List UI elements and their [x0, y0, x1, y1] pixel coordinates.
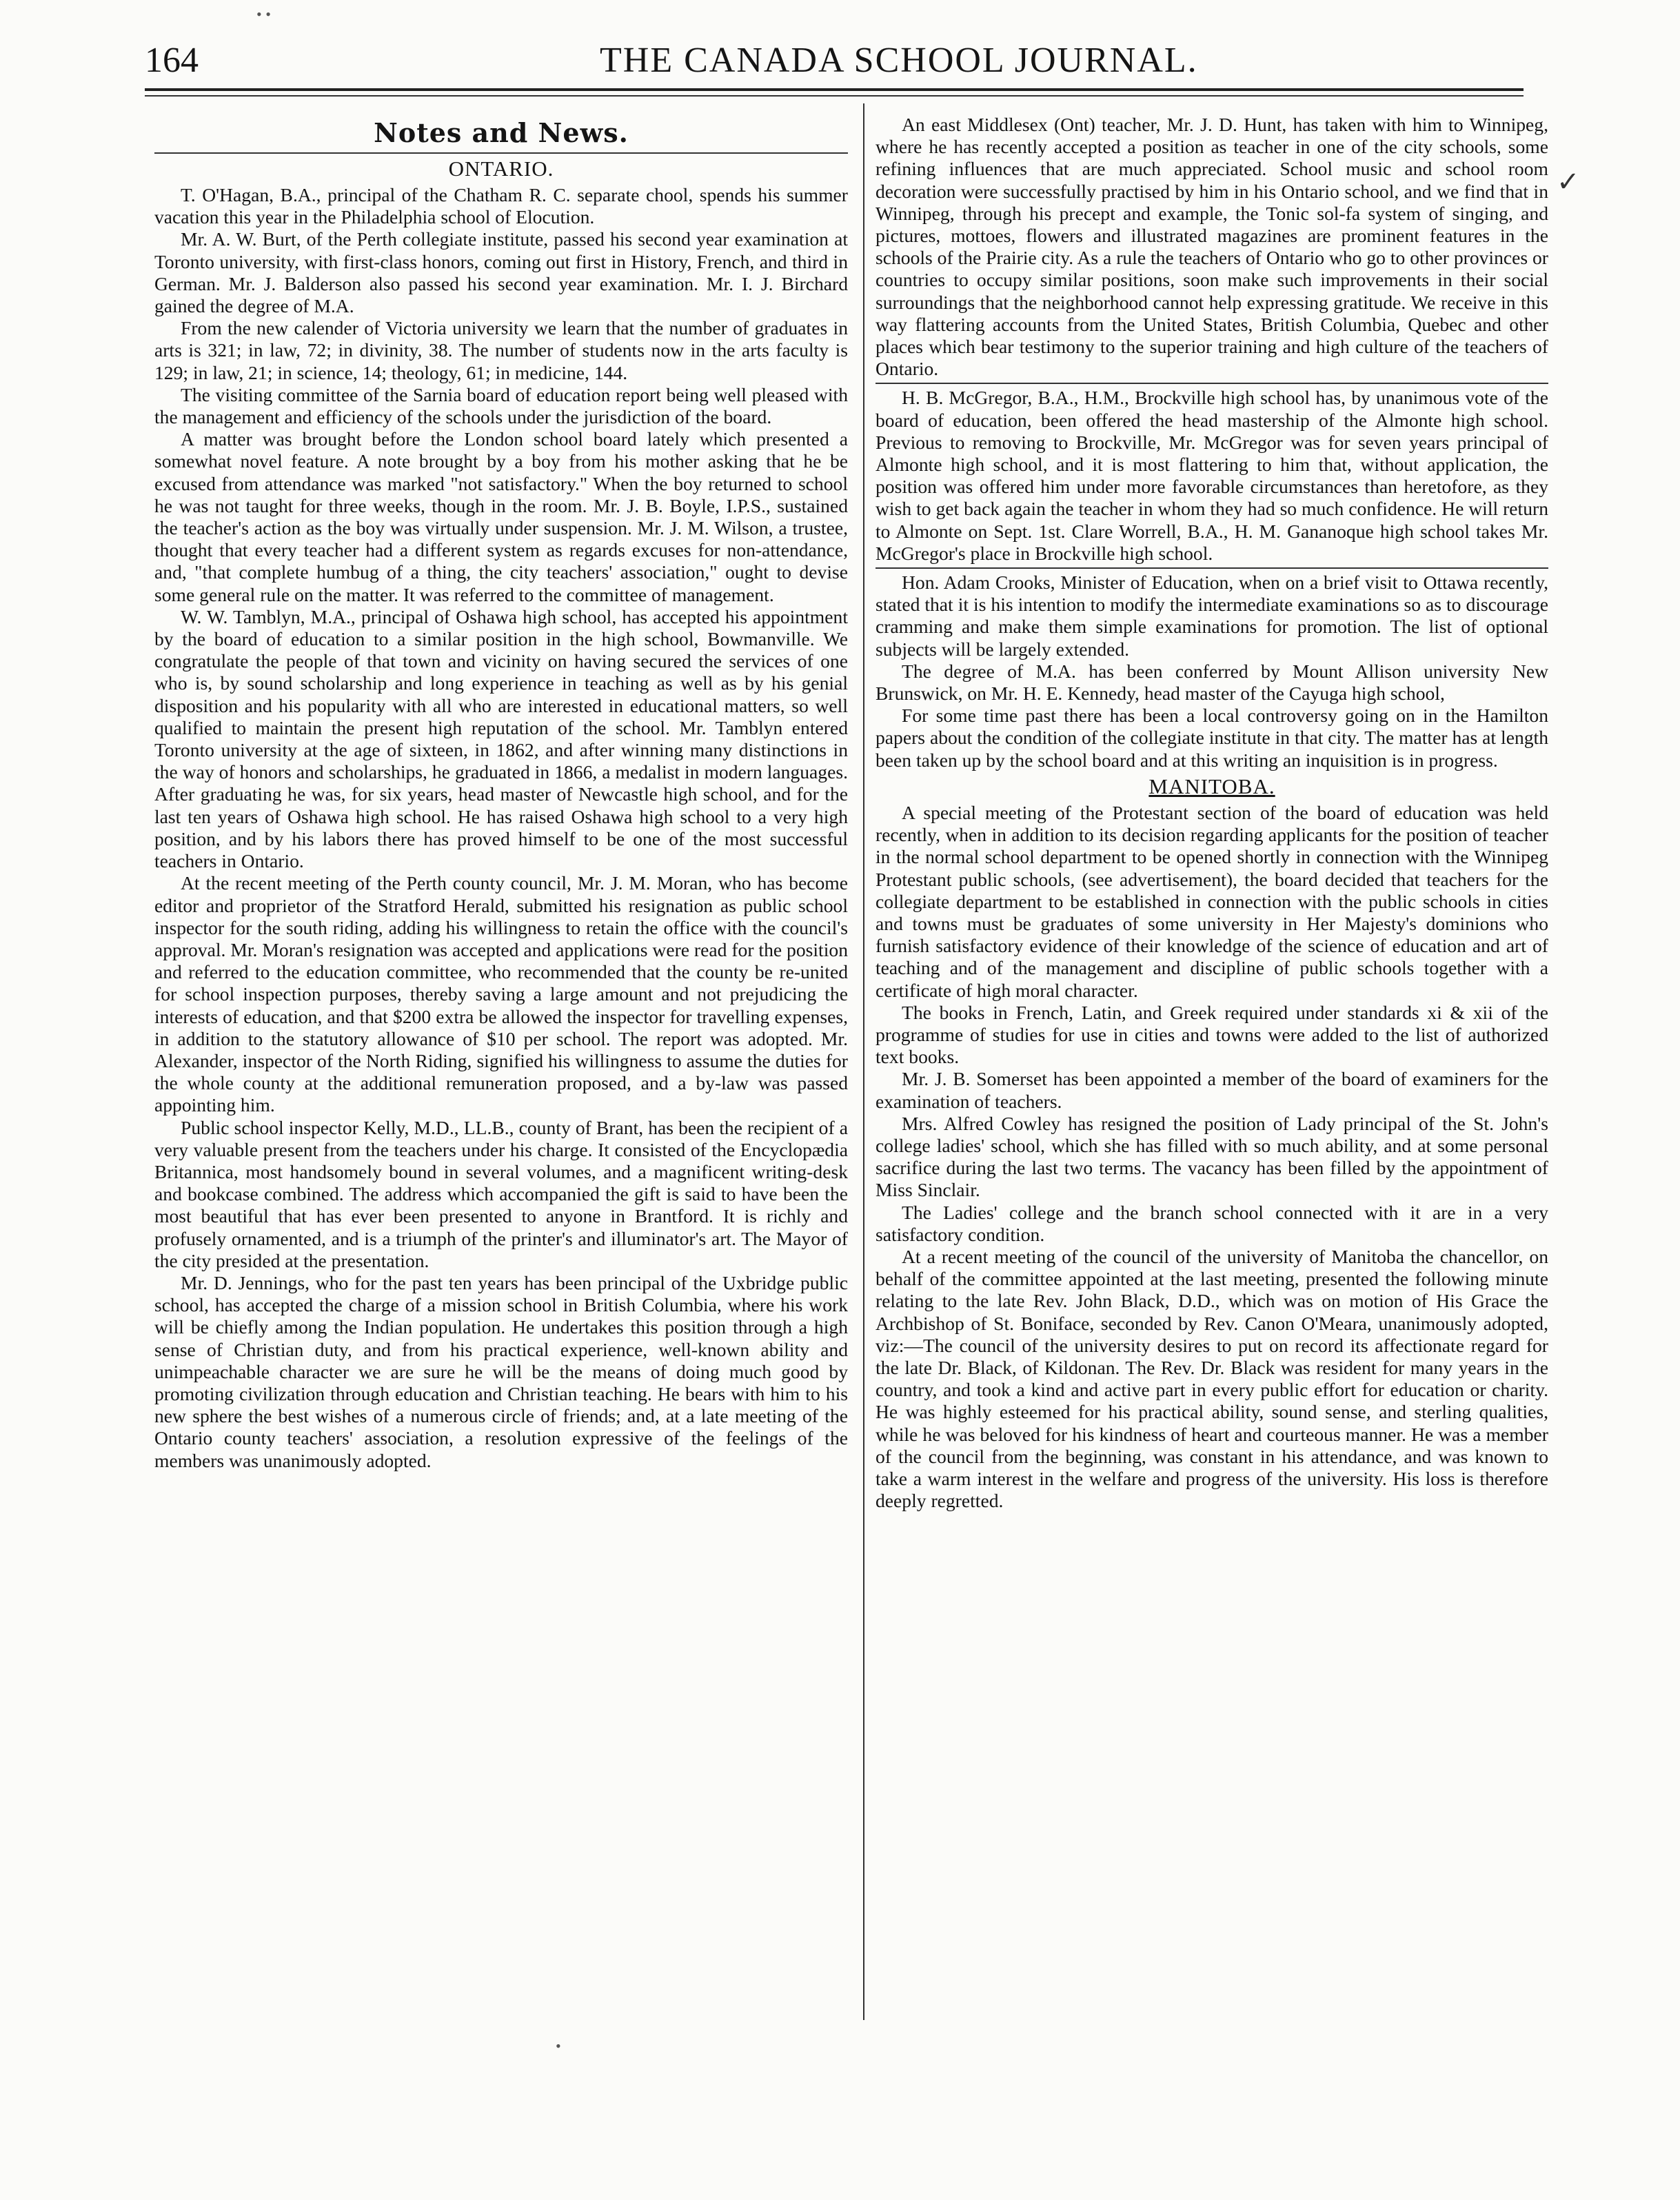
news-paragraph: Mrs. Alfred Cowley has resigned the position of Lady principal of the St. John's college ladies' school, which she has filled with so much ability, and at some personal sacrifice during the last two terms. The vacancy has been filled by the appointment of Miss Sinclair. — [876, 1112, 1548, 1201]
news-paragraph: At a recent meeting of the council of the university of Manitoba the chancellor, on behalf of the committee appointed at the last meeting, presented the following minute relating to the late Rev. John Black, D.D., which was on motion of His Grace the Archbishop of St. Boniface, seconded by Rev. Canon O'Meara, unanimously adopted, viz:—The council of the university desires to put on record its affectionate regard for the late Dr. Black, of Kildonan. The Rev. Dr. Black was resident for many years in the country, and took a kind and active part in every public effort for education or charity. He was highly esteemed for his practical ability, sound sense, and sterling qualities, while he was beloved for his kindness of heart and courteous manner. He was a member of the council from the beginning, was constant in his attendance, and was known to take a warm interest in the welfare and progress of the university. His loss is therefore deeply regretted. — [876, 1245, 1548, 1512]
section-title: Notes and News. — [374, 117, 629, 148]
news-paragraph: A matter was brought before the London school board lately which presented a somewhat novel feature. A note brought by a boy from his mother asking that he be excused from attendance was marked "not satisfactory." When the boy returned to school he was not taught for three weeks, though in the room. Mr. J. B. Boyle, I.P.S., sustained the teacher's action as the boy was virtually under suspension. Mr. J. M. Wilson, a trustee, thought that every teacher had a different system as regards excuses for non-attendance, and, "that complete humbug of a thing, the city teachers' association," ought to devise some general rule on the matter. It was referred to the committee of management. — [154, 428, 848, 605]
news-paragraph: An east Middlesex (Ont) teacher, Mr. J. D. Hunt, has taken with him to Winnipeg, where he has recently accepted a position as teacher in one of the city schools, some refining influences that are much appreciated. School music and school room decoration were successfully practised by him in his Ontario school, and we find that in Winnipeg, through his precept and example, the Tonic sol-fa system of singing, and pictures, mottoes, flowers and illustrated magazines are prominent features in the schools of the Prairie city. As a rule the teachers of Ontario who go to other provinces or countries to occupy similar positions, soon make such improvements in their social surroundings that the neighborhood cannot help expressing gratitude. We receive in this way flattering accounts from the United States, British Columbia, Quebec and other places which bear testimony to the superior training and high culture of the teachers of Ontario. — [876, 114, 1548, 380]
journal-title: THE CANADA SCHOOL JOURNAL. — [600, 41, 1198, 80]
news-paragraph: For some time past there has been a local controversy going on in the Hamilton papers about the condition of the collegiate institute in that city. The matter has at length been taken up by the school board and at this writing an inquisition is in progress. — [876, 705, 1548, 771]
news-paragraph: Mr. J. B. Somerset has been appointed a member of the board of examiners for the examination of teachers. — [876, 1068, 1548, 1112]
news-paragraph: Mr. D. Jennings, who for the past ten years has been principal of the Uxbridge public school, has accepted the charge of a mission school in British Columbia, where his work will be chiefly among the Indian population. He undertakes this position through a high sense of Christian duty, and from his practical experience, well-known ability and unimpeachable character we are sure he will be the means of doing much good by promoting civilization through education and Christian teaching. He bears with him to his new sphere the best wishes of a numerous circle of friends; and, at a late meeting of the Ontario county teachers' association, a resolution expressive of the feelings of the members was unanimously adopted. — [154, 1271, 848, 1471]
printer-speck: • — [556, 2037, 561, 2055]
ontario-heading: ONTARIO. — [448, 157, 554, 181]
news-paragraph: At the recent meeting of the Perth county council, Mr. J. M. Moran, who has become editor and proprietor of the Stratford Herald, submitted his resignation as public school inspector for the south riding, adding his willingness to retain the office with the council's approval. Mr. Moran's resignation was accepted and applications were read for the position and referred to the education committee, who recommended that the county be re-united for school inspection purposes, thereby saving a large amount and not prejudicing the interests of education, and that $200 extra be allowed the inspector for travelling expenses, in addition to the statutory allowance of $10 per school. The report was adopted. Mr. Alexander, inspector of the North Riding, signified his willingness to assume the duties for the whole county at the additional remuneration proposed, and a by-law was passed appointing him. — [154, 872, 848, 1116]
left-column — [154, 114, 848, 1472]
section-title-rule — [154, 152, 848, 154]
column-divider — [863, 103, 864, 2020]
news-paragraph: Hon. Adam Crooks, Minister of Education, when on a brief visit to Ottawa recently, stated that it is his intention to modify the intermediate examinations so as to discourage cramming and make them simple examinations for promotion. The list of optional subjects will be largely extended. — [876, 572, 1548, 660]
news-paragraph: The degree of M.A. has been conferred by Mount Allison university New Brunswick, on Mr. H. E. Kennedy, head master of the Cayuga high school, — [876, 660, 1548, 705]
news-paragraph: The Ladies' college and the branch school connected with it are in a very satisfactory condition. — [876, 1201, 1548, 1245]
news-paragraph: T. O'Hagan, B.A., principal of the Chatham R. C. separate chool, spends his summer vacation this year in the Philadelphia school of Elocution. — [154, 184, 848, 228]
margin-checkmark: ✓ — [1557, 166, 1580, 197]
right-column — [876, 114, 1548, 1512]
printer-specks: • • — [256, 6, 271, 23]
news-paragraph: The books in French, Latin, and Greek required under standards xi & xii of the programme of studies for use in cities and towns were added to the list of authorized text books. — [876, 1001, 1548, 1068]
paragraph-rule — [876, 383, 1548, 384]
news-paragraph: H. B. McGregor, B.A., H.M., Brockville high school has, by unanimous vote of the board of education, been offered the head mastership of the Almonte high school. Previous to removing to Brockville, Mr. McGregor was for seven years principal of Almonte high school, and it is most flattering to him that, without application, the position was offered him under more favorable circumstances than heretofore, as they wish to get back again the teacher in whom they had so much confidence. He will return to Almonte on Sept. 1st. Clare Worrell, B.A., H. M. Gananoque high school takes Mr. McGregor's place in Brockville high school. — [876, 387, 1548, 564]
news-paragraph: Mr. A. W. Burt, of the Perth collegiate institute, passed his second year examination at Toronto university, with first-class honors, coming out first in History, French, and third in German. Mr. J. Balderson also passed his second year examination. Mr. I. J. Birchard gained the degree of M.A. — [154, 228, 848, 317]
news-paragraph: The visiting committee of the Sarnia board of education report being well pleased with the management and efficiency of the schools under the jurisdiction of the board. — [154, 383, 848, 428]
manitoba-heading — [876, 773, 1548, 800]
paragraph-rule — [876, 567, 1548, 569]
page-number: 164 — [145, 41, 199, 80]
manitoba-heading-text: MANITOBA. — [1148, 774, 1275, 798]
header-rule-thin — [145, 95, 1524, 97]
news-paragraph: A special meeting of the Protestant section of the board of education was held recently, when in addition to its decision regarding applicants for the position of teacher in the normal school department to be opened shortly in connection with the Winnipeg Protestant public schools, (see advertisement), the board decided that teachers for the collegiate department to be established in connection with the public schools in cities and towns must be graduates of some university in Her Majesty's dominions who furnish satisfactory evidence of their knowledge of the science of education and art of teaching and of the management and discipline of public schools together with a certificate of high moral character. — [876, 801, 1548, 1001]
news-paragraph: From the new calender of Victoria university we learn that the number of graduates in arts is 321; in law, 72; in divinity, 38. The number of students now in the arts faculty is 129; in law, 21; in science, 14; theology, 61; in medicine, 144. — [154, 317, 848, 383]
header-rule — [145, 88, 1524, 91]
page-header — [145, 28, 1496, 83]
news-paragraph: Public school inspector Kelly, M.D., LL.B., county of Brant, has been the recipient of a very valuable present from the teachers under his charge. It consisted of the Encyclopædia Britannica, most handsomely bound in several volumes, and a magnificent writing-desk and bookcase combined. The address which accompanied the gift is said to have been the most beautiful that has ever been presented to anyone in Brantford. It is richly and profusely ornamented, and is a triumph of the printer's and illuminator's art. The Mayor of the city presided at the presentation. — [154, 1116, 848, 1271]
news-paragraph: W. W. Tamblyn, M.A., principal of Oshawa high school, has accepted his appointment by the board of education to a similar position in the high school, Bowmanville. We congratulate the people of that town and vicinity on having secured the services of one who is, by sound scholarship and long experience in teaching as well as by his genial disposition and his popularity with all who are interested in educational matters, so well qualified to maintain the present high reputation of the school. Mr. Tamblyn entered Toronto university at the age of sixteen, in 1862, and after winning many distinctions in the way of honors and scholarships, he graduated in 1866, a medalist in modern languages. After graduating he was, for six years, head master of Newcastle high school, and for the last ten years of Oshawa high school. He has raised Oshawa high school to a very high position, and by his labors there has proved himself to be one of the most successful teachers in Ontario. — [154, 605, 848, 872]
